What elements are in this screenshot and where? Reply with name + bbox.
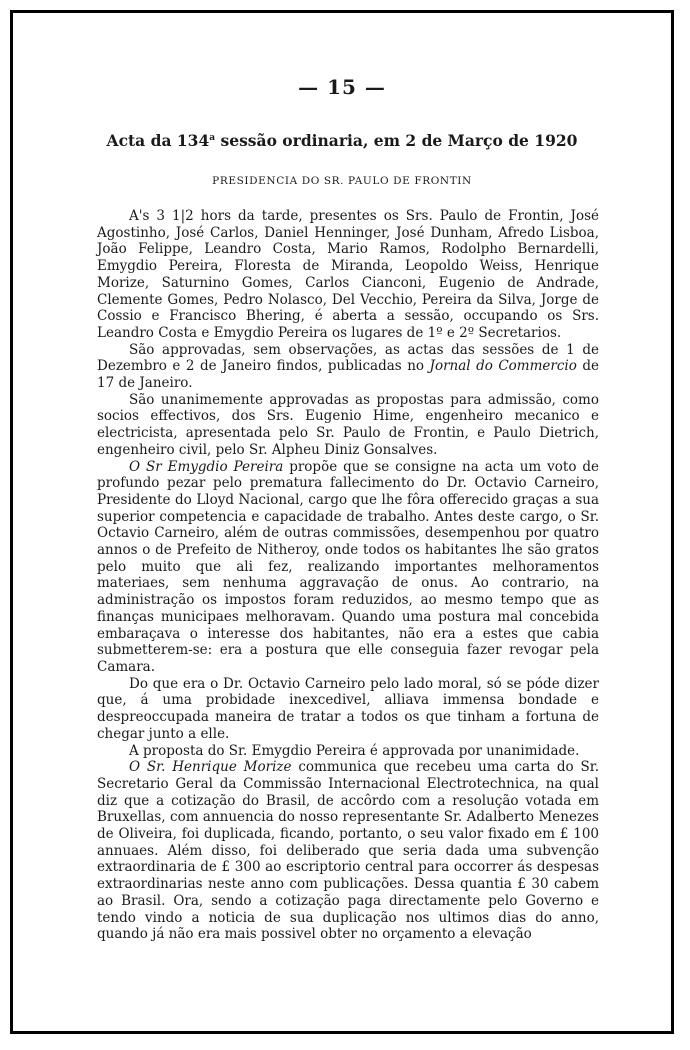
body-paragraph [97,392,599,459]
italic-name: Jornal do Commercio [429,358,577,375]
italic-name: O Sr Emygdio Pereira [129,458,284,475]
paragraph-text: communica que recebeu uma carta do Sr. Secretario Geral da Commissão Internacional Electrotechnica, na qual diz que a cotização do Brasil, de accôrdo com a resolução votada em Bruxellas, com annuencia do nosso representante Sr. Adalberto Menezes de Oliveira, foi duplicada, ficando, portanto, o seu valor fixado em £ 100 annuaes. Além disso, foi deliberado que seria dada uma subvenção extraordinaria de £ 300 ao escriptorio central para occorrer ás despesas extraordinarias neste anno com publicações. Dessa quantia £ 30 cabem ao Brasil. Ora, sendo a cotização paga directamente pelo Governo e tendo vindo a noticia de sua duplicação nos ultimos dias do anno, quando já não era mais possivel obter no orçamento a elevação [97,759,599,943]
paragraph-text: São approvadas, sem observações, as actas das sessões de 1 de Dezembro e 2 de Janeiro findos, publicadas no [97,341,599,375]
paragraph-text: São unanimemente approvadas as propostas para admissão, como socios effectivos, dos Srs. Eugenio Hime, engenheiro mecanico e electricista, apresentada pelo Sr. Paulo de Frontin, e Paulo Dietrich, engenheiro civil, pelo Sr. Alpheu Diniz Gonsalves. [97,391,599,458]
minutes-body [97,208,599,943]
body-paragraph [97,743,599,760]
document-title [13,131,671,150]
paragraph-text: A's 3 1|2 hors da tarde, presentes os Srs. Paulo de Frontin, José Agostinho, José Carlos, Daniel Henninger, José Dunham, Afredo Lisboa, João Felippe, Leandro Costa, Mario Ramos, Rodolpho Bernardelli, Emygdio Pereira, Floresta de Miranda, Leopoldo Weiss, Henrique Morize, Saturnino Gomes, Carlos Cianconi, Eugenio de Andrade, Clemente Gomes, Pedro Nolasco, Del Vecchio, Pereira da Silva, Jorge de Cossio e Francisco Bhering, é aberta a sessão, occupando os Srs. Leandro Costa e Emygdio Pereira os lugares de 1º e 2º Secretarios. [97,208,599,341]
italic-name: O Sr. Henrique Morize [129,759,292,776]
body-paragraph [97,459,599,676]
paragraph-text: de 17 de Janeiro. [97,358,599,392]
title-suffix: sessão ordinaria, em 2 de Março de 1920 [215,131,578,150]
body-paragraph [97,208,599,342]
title-prefix: Acta da 134 [106,131,210,150]
paragraph-text: A proposta do Sr. Emygdio Pereira é approvada por unanimidade. [129,742,580,759]
page-border [10,10,674,1034]
presidency-line: PRESIDENCIA DO SR. PAULO DE FRONTIN [212,175,472,187]
paragraph-text: Do que era o Dr. Octavio Carneiro pelo lado moral, só se póde dizer que, á uma probidade inexcedivel, alliava immensa bondade e despreoccupada maneira de tratar a todos os que tinham a fortuna de chegar junto a elle. [97,675,599,742]
document-page [13,13,671,1031]
title-superscript: a [209,132,216,143]
body-paragraph [97,676,599,743]
paragraph-text: propõe que se consigne na acta um voto de profundo pezar pelo prematura fallecimento do Dr. Octavio Carneiro, Presidente do Lloyd Nacional, cargo que lhe fôra offerecido graças a sua superior competencia e capacidade de trabalho. Antes deste cargo, o Sr. Octavio Carneiro, além de outras commissões, desempenhou por quatro annos o de Prefeito de Nitheroy, onde todos os habitantes lhe são gratos pelo muito que ali fez, realizando importantes melhoramentos materiaes, sem nenhuma aggravação de onus. Ao contrario, na administração os impostos foram reduzidos, ao mesmo tempo que as finanças municipaes melhoravam. Quando uma postura mal concebida embaraçava o interesse dos habitantes, não era a estes que cabia submetterem-se: era a postura que elle conseguia fazer revogar pela Camara. [97,458,600,675]
page-number: — 15 — [298,75,386,99]
body-paragraph [97,342,599,392]
body-paragraph [97,759,599,943]
